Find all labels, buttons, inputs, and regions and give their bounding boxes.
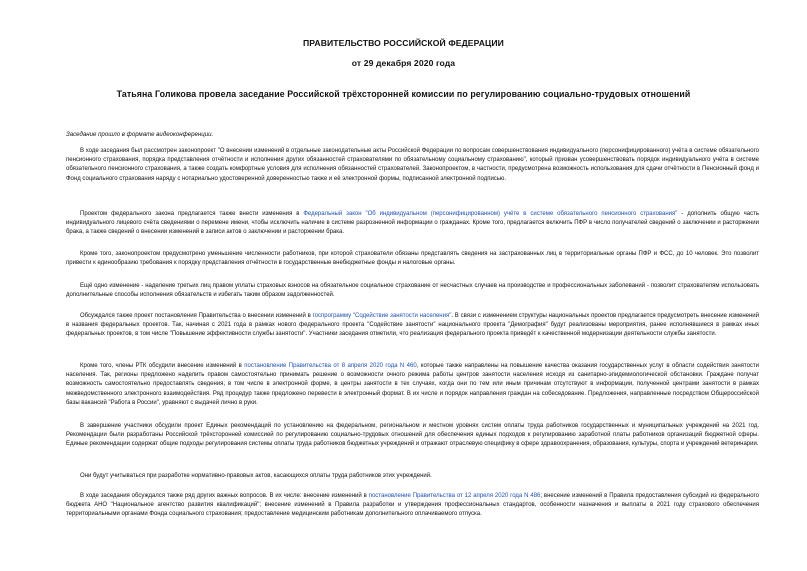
paragraph-2-text-a: Проектом федерального закона предлагается также внести изменения в [80,211,304,217]
state-program-link[interactable]: госпрограмму "Содействие занятости населения" [312,313,452,319]
paragraph-8-text: Они будут учитываться при разработке нормативно-правовых актов, касающихся оплаты труда работников этих учреждений. [80,473,432,479]
paragraph-5-text-a: Обсуждался также проект постановления Правительства о внесении изменений в [80,313,313,319]
paragraph-8 [66,472,759,481]
federal-law-link[interactable]: Федеральный закон "Об индивидуальном (персонифицированном) учёте в системе обязательного пенсионного страхования" [303,211,678,217]
paragraph-3-text: Кроме того, законопроектом предусмотрено уменьшение численности работников, при которой страхователи обязаны представлять сведения на застрахованных лиц в территориальные органы ПФР и ФСС, до 10 человек. Это позволит привести к единообразию требования к порядку представления отчётности в государственные внебюджетные фонды и налоговые органы. [66,251,759,267]
paragraph-6-text-b: , которые также направлены на повышение качества оказания государственных услуг в области содействия занятости населения. Так, регионы предложено наделить правом самостоятельно принимать решение о возможности очного режима работы центров занятости населения исходя из санитарно-эпидемиологической обстановки. Граждане получат возможность самостоятельно предоставлять сведения, в том числе в электронной форме, в центры занятости в тех случаях, когда они по тем или иным причинам отсутствуют в информации, полученной центрами занятости в рамках межведомственного электронного взаимодействия. Ряд процедур также предложено перевести в электронный формат. В их числе и порядок направления граждан на собеседование. Предложения, направленные посредством Общероссийской базы вакансий "Работа в России", уравняют с выдачей лично в руки. [66,363,760,406]
paragraph-7-text: В завершение участники обсудили проект Единых рекомендаций по установлению на федеральном, региональном и местном уровнях систем оплаты труда работников государственных и муниципальных учреждений на 2021 год. Рекомендации были разработаны Российской трёхсторонней комиссией по регулированию социально-трудовых отношений для обеспечения единых подходов к регулированию заработной платы работников организаций бюджетной сферы. Единые рекомендации содержат общие подходы регулирования системы оплаты труда работников бюджетных учреждений и отражают отраслевую специфику в сфере здравоохранения, образования, культуры, спорта и учреждений ветеринарии. [66,423,759,448]
paragraph-7 [66,422,759,450]
document-title: Татьяна Голикова провела заседание Российской трёхсторонней комиссии по регулированию социально-трудовых отношений [116,89,691,99]
paragraph-5-text-b: . В связи с изменением структуры национальных проектов предлагается предусмотреть внесение изменений в названия федеральных проектов. Так, начиная с 2021 года в рамках нового федерального проекта "Содействие занятости" национального проекта "Демография" будут реализованы мероприятия, ранее исполнявшиеся в рамках иных федеральных проектов, в том числе "Повышение эффективности службы занятости". Участники заседания отметили, что реализация федерального проекта приведёт к качественной модернизации деятельности службы занятости. [66,313,759,338]
paragraph-5 [66,312,759,340]
paragraph-1 [66,147,759,184]
paragraph-9 [66,492,759,520]
intro-note: Заседание прошло в формате видеоконференции. [66,131,214,138]
paragraph-2 [66,210,759,238]
paragraph-6-text-a: Кроме того, члены РТК обсудили внесение изменений в [80,363,245,369]
resolution-460-link[interactable]: постановление Правительства от 8 апреля 2020 года N 460 [244,363,417,369]
paragraph-4 [66,282,759,300]
paragraph-1-text: В ходе заседания был рассмотрен законопроект "О внесении изменений в отдельные законодательные акты Российской Федерации по вопросам совершенствования индивидуального (персонифицированного) учёта в системе обязательного пенсионного страхования, порядка представления отчётности и исполнения других обязанностей страхователями по обязательному социальному страхованию", который призван усовершенствовать порядок индивидуального учёта в системе обязательного пенсионного страхования, а также создать комфортные условия для исполнения обязанностей страхователей. Законопроектом, в частности, предусмотрена возможность использования для сдачи отчётности в Пенсионный фонд и Фонд социального страхования наряду с нотариально удостоверенной доверенностью также и её электронной формы, подписанной электронной подписью. [66,148,759,182]
date-heading: от 29 декабря 2020 года [351,58,456,68]
paragraph-2-text-b: - дополнить общую часть индивидуального лицевого счёта сведениями о перемене имени, чтобы исключить наличие в системе разрозненной информации о гражданах. Кроме того, предлагается включить ПФР в число получателей сведений о заключении и расторжении брака, а также сведений о внесении изменений в записи актов о заключении и расторжении брака. [66,211,759,236]
paragraph-9-text-b: ; внесение изменений в Правила предоставления субсидий из федерального бюджета АНО "Национальное агентство развития квалификаций"; внесение изменений в Правила разработки и утверждения профессиональных стандартов, особенности назначения и выплаты в 2021 году страхового обеспечения территориальными органами Фонда социального страхования; предоставление медицинским работникам дополнительного оплачиваемого отпуска. [66,493,759,518]
paragraph-9-text-a: В ходе заседания обсуждался также ряд других важных вопросов. В их числе: внесение изменений в [80,493,369,499]
paragraph-6 [66,362,759,408]
resolution-486-link[interactable]: постановление Правительства от 12 апреля 2020 года N 486 [368,493,541,499]
paragraph-4-text: Ещё одно изменение - наделение третьих лиц правом уплаты страховых взносов на обязательное социальное страхование от несчастных случаев на производстве и профессиональных заболеваний - позволит страхователям использовать дополнительные способы исполнения обязательств и избегать таким образом задолженностей. [66,283,759,299]
org-heading: ПРАВИТЕЛЬСТВО РОССИЙСКОЙ ФЕДЕРАЦИИ [303,38,504,48]
paragraph-3 [66,250,759,268]
